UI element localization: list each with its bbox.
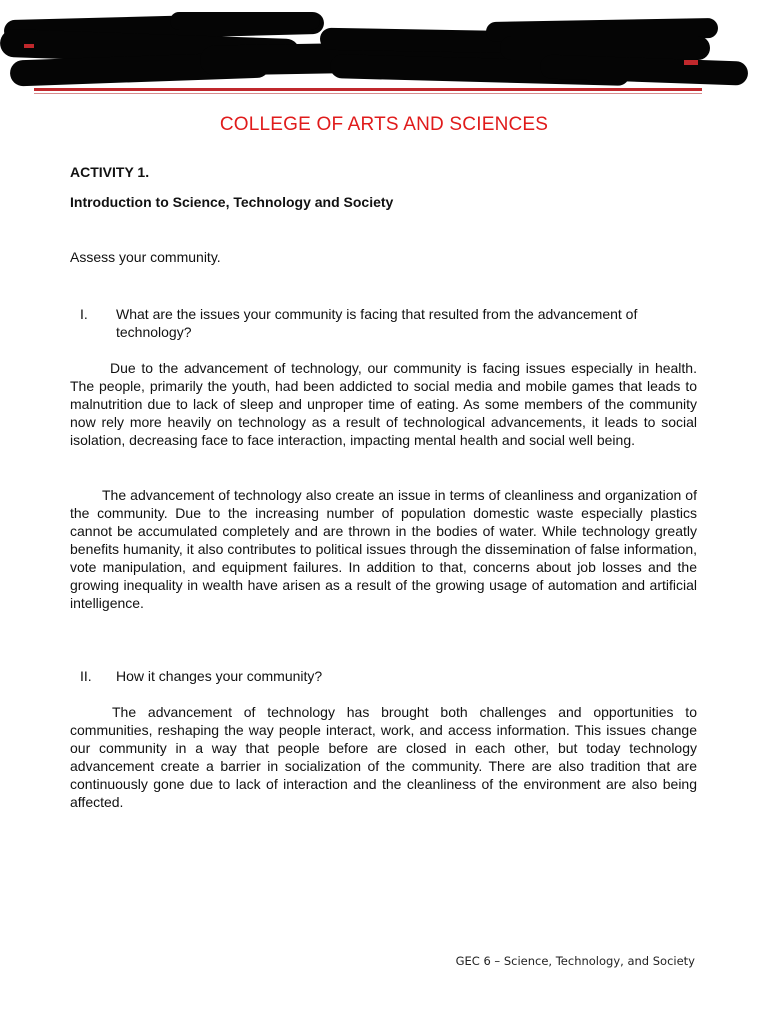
activity-title: Introduction to Science, Technology and Society	[70, 194, 394, 210]
page-footer: GEC 6 – Science, Technology, and Society	[455, 954, 695, 968]
question-numeral: II.	[80, 668, 92, 684]
question-numeral: I.	[80, 306, 88, 322]
question-text: What are the issues your community is facing that resulted from the advancement of technology?	[116, 306, 638, 340]
redaction-mark	[170, 12, 320, 30]
answer-paragraph: Due to the advancement of technology, our community is facing issues especially in health. The people, primarily the youth, had been addicted to social media and mobile games that leads to malnutrition due to lack of sleep and unproper time of eating. As some members of the community now rely more heavily on technology as a result of technological advancements, it leads to social isolation, decreasing face to face interaction, impacting mental health and social well being.	[70, 360, 697, 448]
answer-paragraph: The advancement of technology has brought both challenges and opportunities to communities, reshaping the way people interact, work, and access information. This issues change our community in a way that people before are closed in each other, but today technology advancement create a barrier in socialization of the community. There are also tradition that are continuously gone due to lack of interaction and the cleanliness of the environment are also being affected.	[70, 704, 697, 810]
header-red-fragment	[24, 44, 34, 48]
header-red-fragment	[684, 60, 698, 65]
question-1	[70, 305, 696, 341]
answer-paragraph: The advancement of technology also create an issue in terms of cleanliness and organization of the community. Due to the increasing number of population domestic waste especially plastics cannot be accumulated completely and are thrown in the bodies of water. While technology greatly benefits humanity, it also contributes to political issues through the dissemination of false information, vote manipulation, and equipment failures. In addition to that, concerns about job losses and the growing inequality in wealth have arisen as a result of the growing usage of automation and artificial intelligence.	[70, 487, 697, 611]
question-text: How it changes your community?	[116, 668, 323, 684]
question-2	[70, 667, 696, 685]
college-title: COLLEGE OF ARTS AND SCIENCES	[219, 114, 549, 135]
activity-instruction: Assess your community.	[70, 249, 221, 265]
activity-number: ACTIVITY 1.	[70, 164, 150, 180]
header-divider-thin	[34, 93, 702, 94]
header-divider	[34, 88, 702, 91]
redacted-header	[0, 0, 768, 100]
